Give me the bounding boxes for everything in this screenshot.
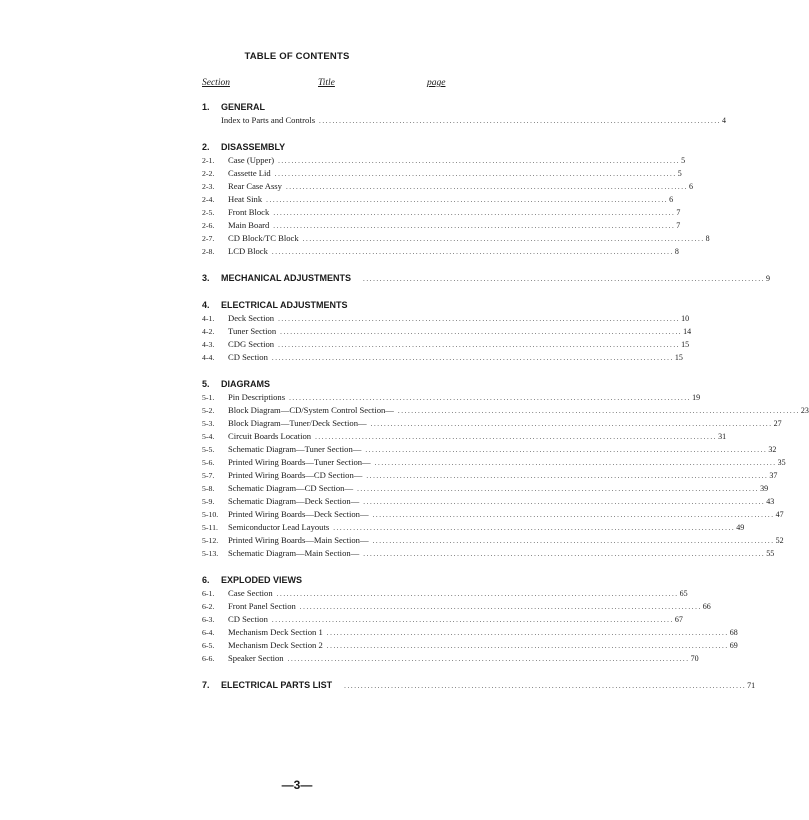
entry-page: 49 [736, 523, 745, 532]
entry-label: Main Board [228, 220, 270, 230]
toc-entry [202, 639, 738, 652]
section-heading [202, 100, 445, 114]
toc-entry [202, 180, 693, 193]
entry-page: 52 [775, 536, 784, 545]
dot-leader: ........................................................................................................................ [315, 433, 718, 441]
entry-page: 69 [729, 641, 738, 650]
entry-number: 5-9. [202, 497, 215, 506]
entry-label: Mechanism Deck Section 2 [228, 640, 323, 650]
column-header-title: Title [318, 78, 335, 88]
column-header-section: Section [202, 78, 230, 88]
entry-label: Heat Sink [228, 194, 263, 204]
section-heading [202, 573, 445, 587]
dot-leader: ........................................................................................................................ [287, 655, 690, 663]
section-title: ELECTRICAL PARTS LIST [221, 680, 333, 690]
dot-leader: ........................................................................................................................ [274, 170, 677, 178]
entry-label: CD Block/TC Block [228, 233, 299, 243]
entry-label: CD Section [228, 352, 268, 362]
toc-entry [202, 587, 688, 600]
dot-leader: ........................................................................................................................ [299, 603, 702, 611]
entry-label: Deck Section [228, 313, 275, 323]
toc-entry [202, 534, 784, 547]
dot-leader: ........................................................................................................................ [326, 642, 729, 650]
section-title: ELECTRICAL ADJUSTMENTS [221, 300, 348, 310]
entry-label: Case (Upper) [228, 155, 275, 165]
entry-number: 5-6. [202, 458, 215, 467]
entry-page: 35 [777, 458, 786, 467]
toc-entry [202, 193, 674, 206]
entry-page: 27 [773, 419, 782, 428]
dot-leader: ........................................................................................................................ [344, 682, 747, 690]
entry-number: 5-4. [202, 432, 215, 441]
section-number: 5. [202, 379, 210, 389]
entry-number: 6-1. [202, 589, 215, 598]
toc-entry [202, 219, 681, 232]
section-title: DIAGRAMS [221, 379, 270, 389]
entry-label: Front Panel Section [228, 601, 296, 611]
toc-entry [202, 469, 778, 482]
dot-leader: ........................................................................................................................ [397, 407, 800, 415]
dot-leader: ........................................................................................................................ [372, 511, 775, 519]
entry-page: 31 [718, 432, 727, 441]
section-number: 4. [202, 300, 210, 310]
toc-entry [202, 312, 690, 325]
entry-page: 14 [683, 327, 692, 336]
entry-page: 68 [729, 628, 738, 637]
entry-page: 65 [679, 589, 688, 598]
dot-leader: ........................................................................................................................ [273, 222, 676, 230]
toc-entry [202, 547, 775, 560]
entry-number: 2-2. [202, 169, 215, 178]
toc-section [202, 100, 727, 127]
section-number: 2. [202, 142, 210, 152]
dot-leader: ........................................................................................................................ [266, 196, 669, 204]
entry-label: Schematic Diagram—Tuner Section— [228, 444, 362, 454]
toc-entry [202, 443, 777, 456]
entry-label: Printed Wiring Boards—Tuner Section— [228, 457, 371, 467]
entry-label: Case Section [228, 588, 273, 598]
toc-entry [202, 417, 782, 430]
toc-entry [202, 232, 710, 245]
toc-section [202, 298, 692, 364]
entry-number: 2-7. [202, 234, 215, 243]
entry-number: 5-7. [202, 471, 215, 480]
entry-page: 23 [800, 406, 809, 415]
entry-page: 5 [681, 156, 686, 165]
entry-page: 43 [766, 497, 775, 506]
entry-label: Schematic Diagram—Deck Section— [228, 496, 360, 506]
entry-page: 15 [681, 340, 690, 349]
dot-leader: ........................................................................................................................ [363, 498, 766, 506]
dot-leader: ........................................................................................................................ [370, 420, 773, 428]
toc-entry [202, 430, 727, 443]
toc-entry [202, 495, 775, 508]
entry-number: 6-6. [202, 654, 215, 663]
dot-leader: ........................................................................................................................ [365, 446, 768, 454]
section-title: EXPLODED VIEWS [221, 575, 303, 585]
entry-page: 47 [775, 510, 784, 519]
section-number: 1. [202, 102, 210, 112]
entry-page: 55 [766, 549, 775, 558]
entry-label: Printed Wiring Boards—Deck Section— [228, 509, 369, 519]
entry-number: 4-1. [202, 314, 215, 323]
entry-page: 6 [669, 195, 674, 204]
entry-number: 5-3. [202, 419, 215, 428]
entry-label: Front Block [228, 207, 270, 217]
entry-label: Semiconductor Lead Layouts [228, 522, 330, 532]
dot-leader: ........................................................................................................................ [319, 117, 722, 125]
dot-leader: ........................................................................................................................ [271, 616, 674, 624]
entry-label: Pin Descriptions [228, 392, 286, 402]
toc-entry [202, 652, 699, 665]
entry-number: 2-6. [202, 221, 215, 230]
entry-number: 5-8. [202, 484, 215, 493]
dot-leader: ........................................................................................................................ [280, 328, 683, 336]
dot-leader: ........................................................................................................................ [278, 315, 681, 323]
entry-label: CDG Section [228, 339, 275, 349]
toc-entry [202, 600, 711, 613]
entry-label: Cassette Lid [228, 168, 271, 178]
entry-label: LCD Block [228, 246, 268, 256]
dot-leader: ........................................................................................................................ [326, 629, 729, 637]
toc-entry [202, 167, 682, 180]
entry-number: 2-5. [202, 208, 215, 217]
toc-entry [202, 325, 692, 338]
entry-number: 4-4. [202, 353, 215, 362]
dot-leader: ........................................................................................................................ [278, 341, 681, 349]
entry-page: 39 [760, 484, 769, 493]
toc-entry [202, 626, 738, 639]
toc-entry [202, 482, 769, 495]
entry-label: Index to Parts and Controls [221, 115, 316, 125]
entry-page: 32 [768, 445, 777, 454]
dot-leader: ........................................................................................................................ [363, 550, 766, 558]
entry-label: Schematic Diagram—Main Section— [228, 548, 360, 558]
section-heading [202, 678, 756, 692]
entry-number: 4-3. [202, 340, 215, 349]
section-number: 3. [202, 273, 210, 283]
toc-entry [202, 456, 786, 469]
entry-label: Circuit Boards Location [228, 431, 312, 441]
entry-label: Mechanism Deck Section 1 [228, 627, 323, 637]
entry-number: 6-5. [202, 641, 215, 650]
toc-entry [202, 338, 690, 351]
section-heading [202, 298, 445, 312]
entry-page: 5 [677, 169, 682, 178]
entry-page: 37 [769, 471, 778, 480]
toc-entry [202, 114, 727, 127]
entry-label: Schematic Diagram—CD Section— [228, 483, 354, 493]
entry-number: 5-5. [202, 445, 215, 454]
entry-number: 5-13. [202, 549, 219, 558]
entry-page: 66 [702, 602, 711, 611]
entry-page: 4 [722, 116, 727, 125]
entry-page: 7 [676, 208, 681, 217]
section-page: 9 [766, 274, 771, 283]
toc-section [202, 678, 756, 692]
dot-leader: ........................................................................................................................ [271, 248, 674, 256]
dot-leader: ........................................................................................................................ [302, 235, 705, 243]
toc-list [202, 100, 809, 705]
entry-page: 19 [692, 393, 701, 402]
entry-label: Block Diagram—Tuner/Deck Section— [228, 418, 367, 428]
entry-page: 70 [690, 654, 699, 663]
toc-section [202, 573, 738, 665]
entry-number: 2-1. [202, 156, 215, 165]
toc-section [202, 271, 771, 285]
section-title: GENERAL [221, 102, 266, 112]
entry-number: 5-2. [202, 406, 215, 415]
entry-number: 6-4. [202, 628, 215, 637]
column-header-page: page [427, 78, 446, 88]
entry-number: 5-10. [202, 510, 219, 519]
dot-leader: ........................................................................................................................ [278, 157, 681, 165]
entry-page: 67 [674, 615, 683, 624]
dot-leader: ........................................................................................................................ [366, 472, 769, 480]
section-heading [202, 140, 445, 154]
dot-leader: ........................................................................................................................ [271, 354, 674, 362]
entry-page: 7 [676, 221, 681, 230]
entry-label: Rear Case Assy [228, 181, 282, 191]
entry-page: 6 [688, 182, 693, 191]
entry-label: CD Section [228, 614, 268, 624]
dot-leader: ........................................................................................................................ [273, 209, 676, 217]
section-heading [202, 377, 445, 391]
toc-entry [202, 521, 745, 534]
toc-entry [202, 613, 683, 626]
toc-entry [202, 404, 809, 417]
dot-leader: ........................................................................................................................ [372, 537, 775, 545]
toc-entry [202, 245, 679, 258]
toc-section [202, 377, 809, 560]
entry-page: 8 [705, 234, 710, 243]
toc-entry [202, 206, 681, 219]
toc-section [202, 140, 710, 258]
entry-number: 5-11. [202, 523, 218, 532]
entry-label: Tuner Section [228, 326, 277, 336]
dot-leader: ........................................................................................................................ [357, 485, 760, 493]
entry-page: 15 [674, 353, 683, 362]
toc-entry [202, 154, 686, 167]
entry-number: 6-2. [202, 602, 215, 611]
entry-label: Block Diagram—CD/System Control Section— [228, 405, 394, 415]
entry-page: 8 [674, 247, 679, 256]
dot-leader: ........................................................................................................................ [333, 524, 736, 532]
dot-leader: ........................................................................................................................ [374, 459, 777, 467]
toc-entry [202, 351, 683, 364]
page-title: TABLE OF CONTENTS [244, 51, 350, 62]
dot-leader: ........................................................................................................................ [276, 590, 679, 598]
section-page: 71 [747, 681, 756, 690]
entry-number: 5-12. [202, 536, 219, 545]
entry-label: Printed Wiring Boards—Main Section— [228, 535, 369, 545]
section-number: 7. [202, 680, 210, 690]
entry-number: 2-3. [202, 182, 215, 191]
entry-number: 2-8. [202, 247, 215, 256]
section-heading [202, 271, 771, 285]
entry-number: 6-3. [202, 615, 215, 624]
entry-page: 10 [681, 314, 690, 323]
toc-entry [202, 391, 701, 404]
dot-leader: ........................................................................................................................ [289, 394, 692, 402]
entry-number: 2-4. [202, 195, 215, 204]
toc-entry [202, 508, 784, 521]
page-number: —3— [281, 778, 313, 792]
entry-number: 4-2. [202, 327, 215, 336]
section-title: MECHANICAL ADJUSTMENTS [221, 273, 352, 283]
entry-label: Printed Wiring Boards—CD Section— [228, 470, 363, 480]
entry-number: 5-1. [202, 393, 215, 402]
dot-leader: ........................................................................................................................ [285, 183, 688, 191]
dot-leader: ........................................................................................................................ [363, 275, 766, 283]
entry-label: Speaker Section [228, 653, 284, 663]
section-number: 6. [202, 575, 210, 585]
section-title: DISASSEMBLY [221, 142, 286, 152]
